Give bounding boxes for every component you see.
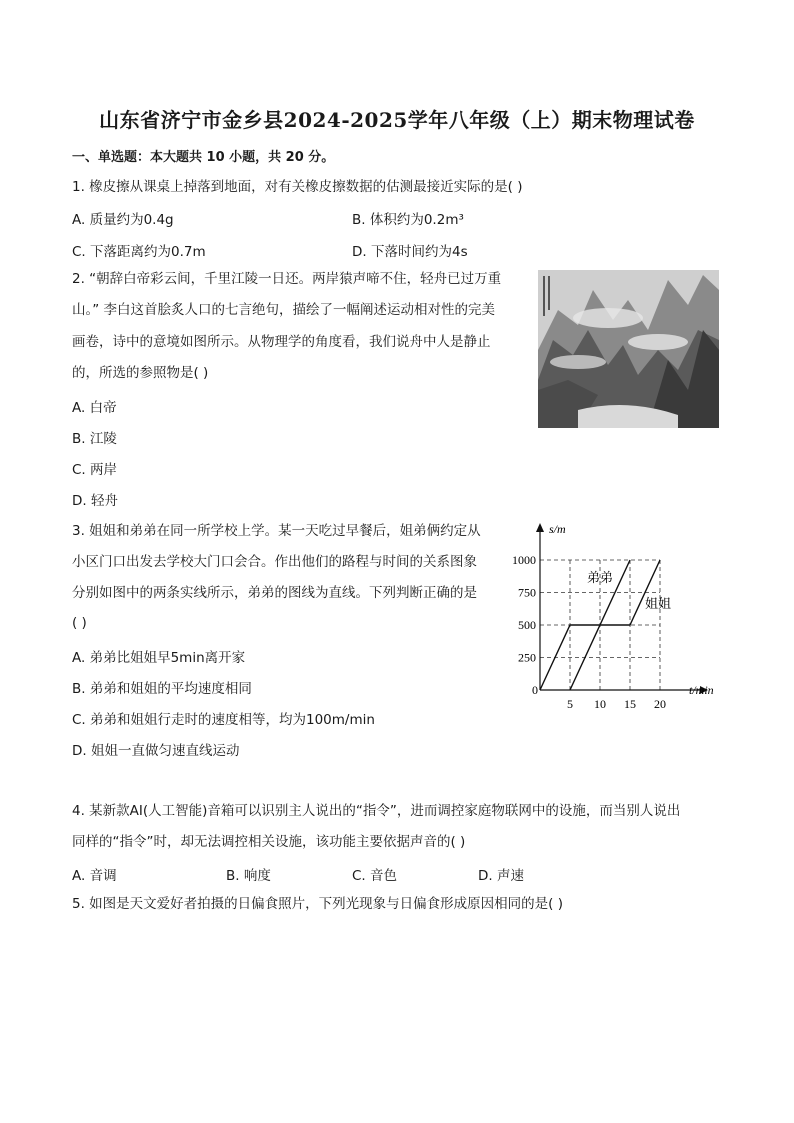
- question-3-option-c: C. 弟弟和姐姐行走时的速度相等，均为100m/min: [72, 712, 375, 728]
- question-3-line-1: 3. 姐姐和弟弟在同一所学校上学。某一天吃过早餐后，姐弟俩约定从: [72, 523, 481, 539]
- question-3-option-a: A. 弟弟比姐姐早5min离开家: [72, 650, 246, 666]
- question-2-option-b: B. 江陵: [72, 431, 117, 447]
- question-2-line-2: 山。” 李白这首脍炙人口的七言绝句，描绘了一幅阐述运动相对性的完美: [72, 302, 496, 318]
- x-tick-label: 5: [567, 697, 573, 711]
- landscape-painting-artwork: [538, 270, 719, 428]
- question-1-option-d: D. 下落时间约为4s: [352, 244, 468, 260]
- brother-series-label: 弟弟: [587, 571, 614, 586]
- x-tick-label: 10: [594, 697, 606, 711]
- y-tick-label: 1000: [512, 553, 536, 567]
- x-axis-label: t/min: [689, 683, 714, 697]
- question-2-option-c: C. 两岸: [72, 462, 118, 478]
- question-3-option-b: B. 弟弟和姐姐的平均速度相同: [72, 681, 252, 697]
- question-4-line-2: 同样的“指令”时，却无法调控相关设施，该功能主要依据声音的( ): [72, 834, 466, 850]
- question-1-option-b: B. 体积约为0.2m³: [352, 212, 464, 228]
- question-4-line-1: 4. 某新款AI(人工智能)音箱可以识别主人说出的“指令”，进而调控家庭物联网中的设施，而当别人说出: [72, 803, 681, 819]
- question-2-option-d: D. 轻舟: [72, 493, 118, 509]
- question-2-line-1: 2. “朝辞白帝彩云间，千里江陵一日还。两岸猿声啼不住，轻舟已过万重: [72, 271, 502, 287]
- distance-time-graph-svg: [505, 518, 735, 711]
- question-4-option-a: A. 音调: [72, 868, 117, 884]
- question-2-line-3: 画卷，诗中的意境如图所示。从物理学的角度看，我们说舟中人是静止: [72, 334, 491, 350]
- origin-label: 0: [532, 683, 538, 697]
- question-3-line-3: 分别如图中的两条实线所示，弟弟的图线为直线。下列判断正确的是: [72, 585, 477, 601]
- question-3-line-2: 小区门口出发去学校大门口会合。作出他们的路程与时间的关系图象: [72, 554, 477, 570]
- question-3-option-d: D. 姐姐一直做匀速直线运动: [72, 743, 240, 759]
- y-axis-label: s/m: [549, 522, 566, 536]
- x-tick-label: 20: [654, 697, 666, 711]
- section-heading: 一、单选题：本大题共 10 小题，共 20 分。: [72, 150, 335, 165]
- question-1-option-a: A. 质量约为0.4g: [72, 212, 174, 228]
- question-5-stem: 5. 如图是天文爱好者拍摄的日偏食照片，下列光现象与日偏食形成原因相同的是( ): [72, 896, 563, 912]
- page-title: 山东省济宁市金乡县2024-2025学年八年级（上）期末物理试卷: [99, 108, 695, 132]
- x-tick-label: 15: [624, 697, 636, 711]
- distance-time-graph: [505, 518, 735, 711]
- question-2-option-a: A. 白帝: [72, 400, 117, 416]
- question-4-option-d: D. 声速: [478, 868, 524, 884]
- landscape-painting-image: [538, 270, 719, 428]
- y-tick-label: 250: [518, 650, 536, 665]
- question-1-stem: 1. 橡皮擦从课桌上掉落到地面，对有关橡皮擦数据的估测最接近实际的是( ): [72, 179, 523, 195]
- question-1-option-c: C. 下落距离约为0.7m: [72, 244, 206, 260]
- sister-series-label: 姐姐: [645, 597, 672, 612]
- question-3-line-4: ( ): [72, 615, 87, 631]
- y-tick-label: 500: [518, 618, 536, 632]
- question-2-line-4: 的，所选的参照物是( ): [72, 365, 209, 381]
- y-axis-arrow: [536, 523, 544, 532]
- y-tick-label: 750: [518, 585, 536, 600]
- question-4-option-c: C. 音色: [352, 868, 398, 884]
- question-4-option-b: B. 响度: [226, 868, 271, 884]
